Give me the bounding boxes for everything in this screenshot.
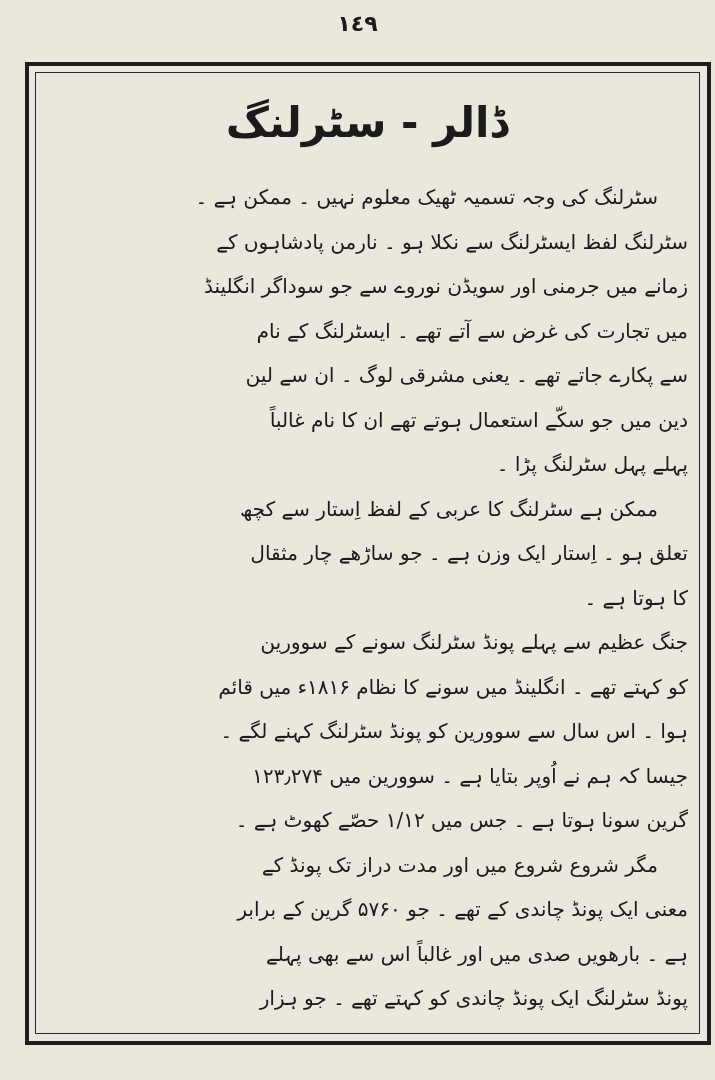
text-line: پونڈ سٹرلنگ ایک پونڈ چاندی کو کہتے تھے ۔ جو ہزار [259, 986, 688, 1010]
text-lines [46, 175, 688, 1021]
text-line: سے پکارے جاتے تھے ۔ یعنی مشرقی لوگ ۔ ان سے لین [245, 363, 688, 387]
text-line: کا ہوتا ہے ۔ [584, 585, 688, 610]
article-title: ڈالر - سٹرلنگ [225, 98, 509, 147]
text-line: ممکن ہے سٹرلنگ کا عربی کے لفظ اِستار سے کچھ [240, 496, 658, 521]
text-line: مگر شروع شروع میں اور مدت دراز تک پونڈ کے [261, 852, 658, 877]
text-line: میں تجارت کی غرض سے آتے تھے ۔ ایسٹرلنگ کے نام [256, 318, 688, 343]
text-line: جیسا کہ ہم نے اُوپر بتایا ہے ۔ سوورین میں ۱۲۳٫۲۷۴ [252, 763, 688, 788]
page-number: ١٤٩ [337, 12, 378, 37]
article-body [46, 85, 688, 1025]
text-line: تعلق ہو ۔ اِستار ایک وزن ہے ۔ جو ساڑھے چار مثقال [250, 541, 688, 565]
text-line: سٹرلنگ کی وجہ تسمیہ ٹھیک معلوم نہیں ۔ ممکن ہے ۔ [195, 185, 658, 209]
text-line: ہوا ۔ اس سال سے سوورین کو پونڈ سٹرلنگ کہنے لگے ۔ [220, 719, 688, 743]
text-line: زمانے میں جرمنی اور سویڈن نوروے سے جو سوداگر انگلینڈ [203, 274, 688, 298]
text-line: جنگ عظیم سے پہلے پونڈ سٹرلنگ سونے کے سوورین [260, 630, 688, 654]
text-line: کو کہتے تھے ۔ انگلینڈ میں سونے کا نظام ۱۸۱۶ء میں قائم [218, 674, 688, 699]
text-line: پہلے پہل سٹرلنگ پڑا ۔ [496, 452, 688, 476]
text-line: گرین سونا ہوتا ہے ۔ جس میں ۱/۱۲ حصّے کھوٹ ہے ۔ [235, 808, 688, 832]
text-line: ہے ۔ بارھویں صدی میں اور غالباً اس سے بھی پہلے [265, 941, 688, 966]
text-line: معنی ایک پونڈ چاندی کے تھے ۔ جو ۵۷۶۰ گرین کے برابر [237, 897, 688, 921]
text-line: سٹرلنگ لفظ ایسٹرلنگ سے نکلا ہو ۔ نارمن پادشاہوں کے [216, 229, 688, 254]
text-line: دین میں جو سکّے استعمال ہوتے تھے ان کا نام غالباً [269, 407, 688, 432]
